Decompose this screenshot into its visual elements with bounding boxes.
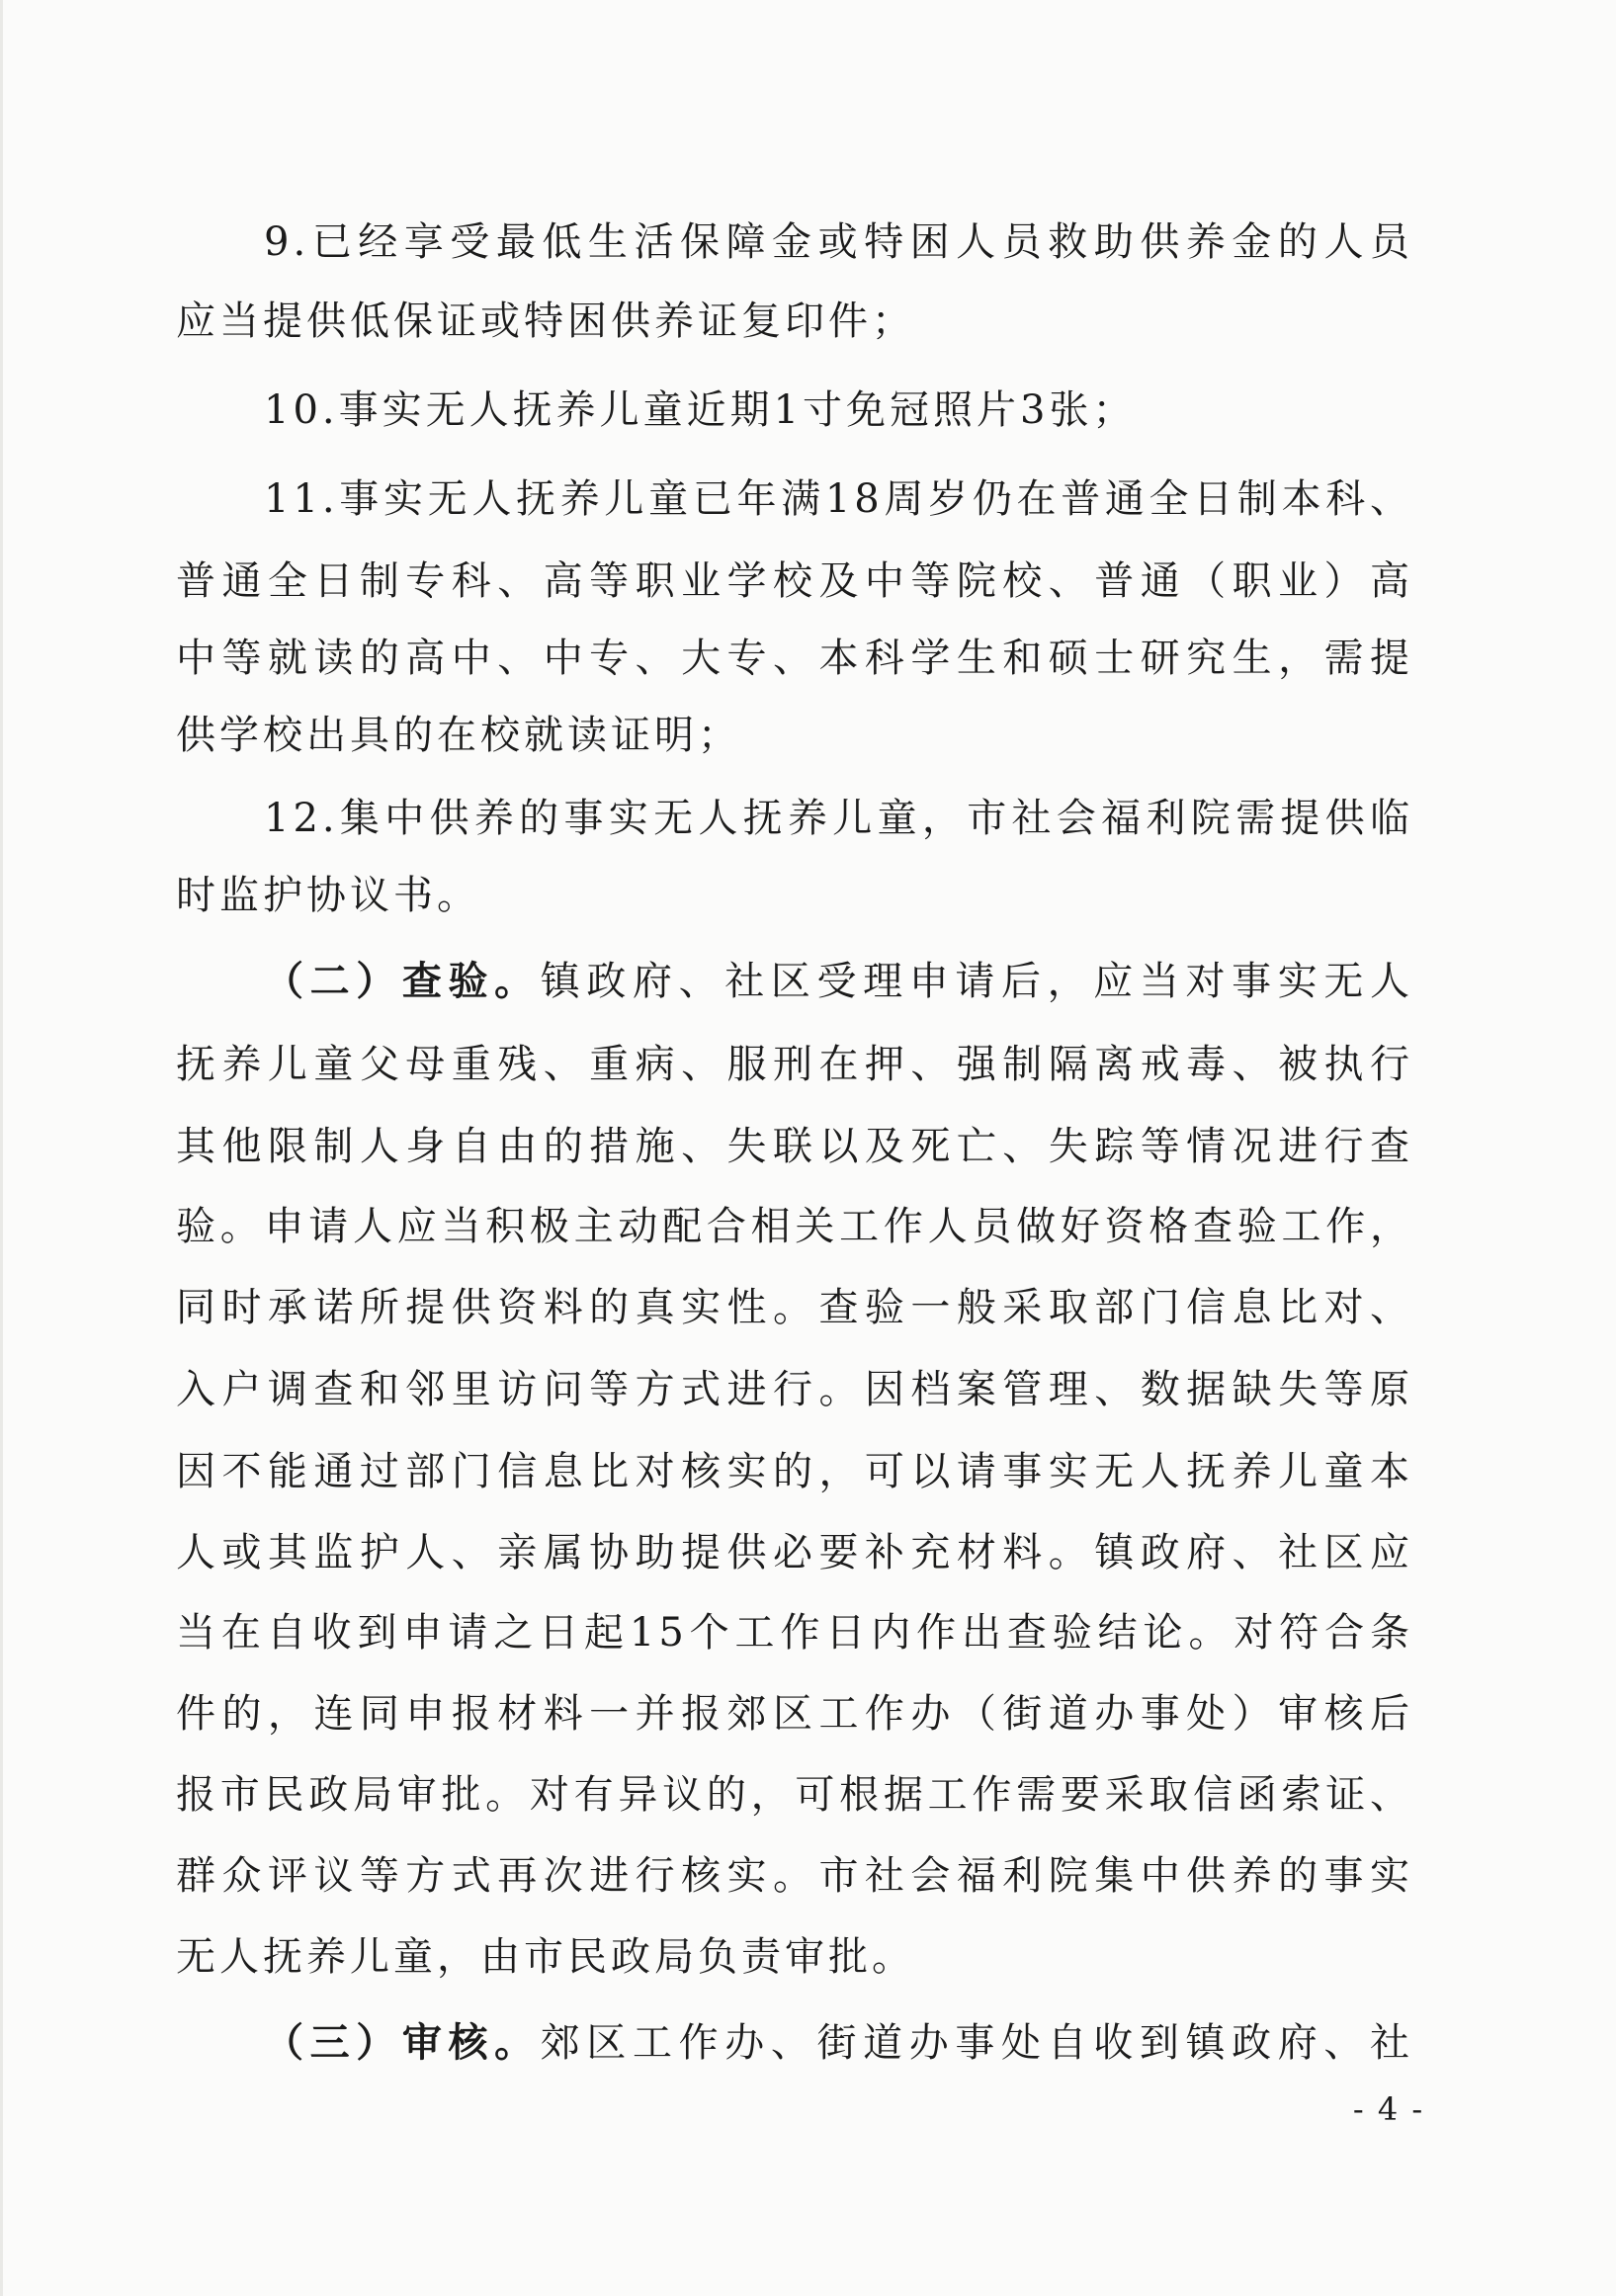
text-line-verify-4: 同时承诺所提供资料的真实性。查验一般采取部门信息比对、 (176, 1285, 1413, 1330)
text-line-item-11-3: 中等就读的高中、中专、大专、本科学生和硕士研究生，需提 (176, 636, 1413, 681)
text-line-item-9-1: 9.已经享受最低生活保障金或特困人员救助供养金的人员 (264, 219, 1413, 265)
text-line-verify-9: 件的，连同申报材料一并报郊区工作办（街道办事处）审核后 (176, 1691, 1413, 1737)
text-line-verify-3: 验。申请人应当积极主动配合相关工作人员做好资格查验工作， (176, 1204, 1413, 1249)
text-line-item-10-1: 10.事实无人抚养儿童近期1寸免冠照片3张； (264, 387, 1137, 433)
text-line-item-11-2: 普通全日制专科、高等职业学校及中等院校、普通（职业）高 (176, 558, 1413, 604)
text-line-verify-12: 无人抚养儿童，由市民政局负责审批。 (176, 1934, 915, 1980)
page-number: - 4 - (1352, 2090, 1425, 2128)
text-line-verify-7: 人或其监护人、亲属协助提供必要补充材料。镇政府、社区应 (176, 1530, 1413, 1575)
section-heading-verify: （二）查验。 (264, 959, 541, 1004)
text-line-verify-2: 其他限制人身自由的措施、失联以及死亡、失踪等情况进行查 (176, 1124, 1413, 1169)
section-verify-first-line (264, 947, 1413, 1016)
text-line-item-9-2: 应当提供低保证或特困供养证复印件； (176, 298, 915, 344)
text-line-verify-5: 入户调查和邻里访问等方式进行。因档案管理、数据缺失等原 (176, 1367, 1413, 1412)
text-line-verify-1: 抚养儿童父母重残、重病、服刑在押、强制隔离戒毒、被执行 (176, 1042, 1413, 1087)
section-review-first-line (264, 2008, 1413, 2078)
section-heading-review: （三）审核。 (264, 2020, 541, 2066)
text-line-verify-10: 报市民政局审批。对有异议的，可根据工作需要采取信函索证、 (176, 1772, 1413, 1818)
section-verify-first-line-text: 镇政府、社区受理申请后，应当对事实无人 (540, 959, 1413, 1004)
text-line-verify-6: 因不能通过部门信息比对核实的，可以请事实无人抚养儿童本 (176, 1449, 1413, 1494)
text-line-item-12-1: 12.集中供养的事实无人抚养儿童，市社会福利院需提供临 (264, 796, 1413, 841)
text-line-verify-8: 当在自收到申请之日起15个工作日内作出查验结论。对符合条 (176, 1610, 1413, 1656)
text-line-item-11-1: 11.事实无人抚养儿童已年满18周岁仍在普通全日制本科、 (264, 476, 1413, 522)
section-review-first-line-text: 郊区工作办、街道办事处自收到镇政府、社 (540, 2020, 1413, 2066)
text-line-item-12-2: 时监护协议书。 (176, 873, 480, 918)
text-line-verify-11: 群众评议等方式再次进行核实。市社会福利院集中供养的事实 (176, 1853, 1413, 1899)
text-line-item-11-4: 供学校出具的在校就读证明； (176, 713, 741, 758)
